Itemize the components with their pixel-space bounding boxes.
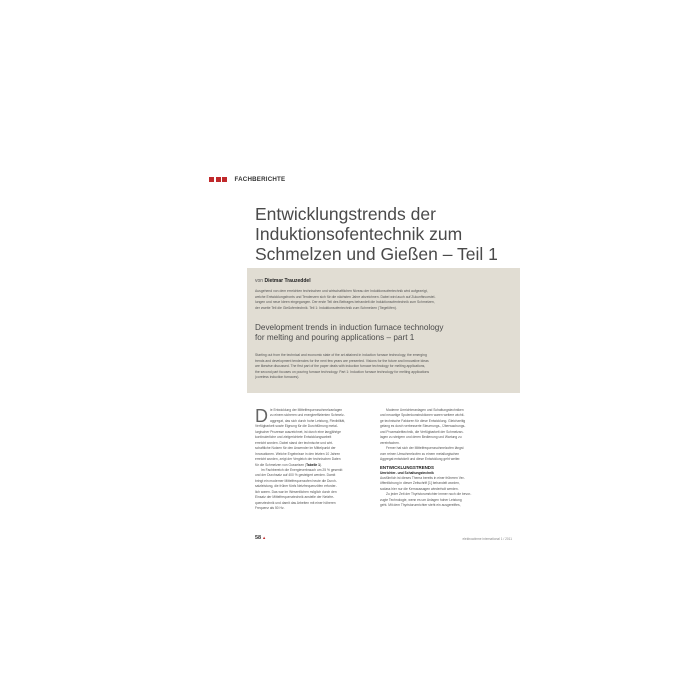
body-line: vom reinen Umschmelzofen zu einem metallurgischen [380,451,460,456]
abstract-english [255,353,513,381]
section-label: FACHBERICHTE [234,175,286,183]
body-line: schaftliche Nutzen für den Anwender im Mittelpunkt der [255,446,336,451]
byline [255,278,311,284]
body-line: zu einem sicheren und energieeffizienten Schmelz- [270,413,345,418]
section-marker-square [216,177,221,182]
body-line: quenztechnik und damit das Arbeiten mit einer höheren [255,500,336,505]
abstract-line: are likewise discussed. The first part of the paper deals with induction furnace technology for melting applications, [255,364,426,369]
abstract-line: Ausgehend von dem erreichten technischen und wirtschaftlichen Niveau der Induktionsofentechnik wird aufgezeigt, [255,289,428,293]
page-number [255,535,266,541]
table-reference-link[interactable]: Tabelle 1 [306,462,321,467]
english-title-line: for melting and pouring applications – part 1 [255,332,415,342]
body-line: lich waren. Das war im Wesentlichen möglich durch den [255,489,337,494]
body-line: Ferner hat sich der Mittelfrequenzschmelzofen längst [386,446,464,451]
journal-footer: elektrowärme international 1 / 2011 [462,537,512,541]
body-line: Ausführlich ist dieses Thema bereits in einer früheren Ver- [380,475,465,480]
drop-cap: D [255,409,268,424]
body-line: und der Durchsatz auf 400 % gesteigert werden. Damit [255,473,336,478]
body-line: zugte Technologie, wenn es um Anlagen hoher Leistung [380,497,462,502]
body-line: Zu jeder Zeit der Thyristorumrichter immer noch die bevor- [386,492,472,497]
body-line: sodass hier nur die Kernaussagen wiederholt werden. [380,486,459,491]
body-line: kontinuierliche und zielgerichtete Entwicklungsarbeit [255,435,332,440]
body-line: Einsatz der Mittelfrequenztechnik anstelle der Netzfre- [255,495,335,500]
body-line: satzleistung, die früher fünfs Netzfrequenzöfen erforder- [255,484,337,489]
body-line: bringt ein moderner Mittelfrequenzofen heute die Durch- [255,478,337,483]
abstract-box [247,268,520,393]
title-line: Entwicklungstrends der [255,204,436,224]
abstract-line: Starting out from the technical and economic state of the art attained in induction furnace technology, the emerging [255,353,427,357]
body-line: Im Fachbereich die Energieverbrauch um 25 % gesenkt [261,467,343,472]
body-line: geht. Mit dem Thyristorumrichter steht ein ausgereiftes, [380,503,461,508]
abstract-line: der zweite Teil die Gießofentechnik. Teil 1: Induktionsofentechnik zum Schmelzen (Tiegelöfen). [255,305,397,310]
body-line: und Prozessleittechnik, die Verfügbarkeit der Schmelzan- [380,429,464,434]
body-column-left [255,408,381,512]
body-line: vereinfachen. [380,440,400,445]
subsection-heading: Umrichter- und Schaltungstechnik [380,470,434,475]
english-title-line: Development trends in induction furnace technology [255,323,444,332]
body-line: Aggregat entwickelt und diese Entwicklung geht weiter. [380,457,461,462]
body-column-right [380,408,506,509]
body-line: ge technische Faktoren für diese Entwicklung. Gleichzeitig [380,418,466,423]
article-title [255,205,505,264]
title-line: Schmelzen und Gießen – Teil 1 [255,243,498,264]
section-heading: ENTWICKLUNGSTRENDS [380,464,434,470]
abstract-line: welche Entwicklungsfronts und Tendenzen sich für die nächsten Jahre abzeichnen. Dabei wird auch auf Zukunftsvorstel- [255,294,436,299]
page-marker-triangle-icon: ▲ [262,535,267,540]
author-name: Dietmar Trauzeddel [264,278,311,284]
body-line: erreicht worden. Dabei stand der technische und wirt- [255,440,334,445]
body-line: erreicht wurden, zeigt der Vergleich der technischen Daten [255,457,341,462]
body-line: Moderne Umrichteranlagen und Schaltungstechniken [386,408,464,412]
title-line: Induktionsofentechnik zum [255,223,463,244]
byline-prefix: von [255,278,264,284]
abstract-line: trends and development tendencies for the next few years are presented. Visions for the future and innovative ideas [255,358,429,363]
abstract-line: (coreless induction furnaces). [255,375,300,380]
abstract-german [255,289,513,311]
body-line: Frequenz als 50 Hz. [255,506,285,511]
body-line: aggregat, das sich durch hohe Leistung, Flexibilität, [270,418,346,423]
body-line: lagen zu steigern und deren Bedienung und Wartung zu [380,435,462,440]
abstract-line: lungen und neue Ideen eingegangen. Der erste Teil des Beitrages behandelt die Induktionsofentechnik zum Schmelzen, [255,300,435,305]
section-header [209,174,285,184]
magazine-page [195,150,520,550]
body-line: Verfügbarkeit sowie Eignung für die Durchführung metal- [255,424,338,429]
body-line: gelang es durch verbesserte Steuerungs-, Überwachungs- [380,424,466,429]
body-text: für die Schmelzen von Gusseisen ( [255,462,307,467]
body-line: Innovationen. Welche Ergebnisse in den letzten 10 Jahren [255,451,341,456]
page-number-text: 58 [255,535,262,541]
abstract-line: the second part focuses on pouring furnace technology. Part 1: Induction furnace technology for melting applications [255,369,430,374]
english-title [255,323,513,343]
body-line: ie Entwicklung der Mittelfrequenzschmelzanlagen [270,408,343,412]
body-line: lurgischer Prozesse auszeichnet, ist durch eine langjährige [255,429,341,434]
body-line: und neuartige Spulenkonstruktionen waren weitere wichti- [380,413,465,418]
section-marker-square [209,177,214,182]
body-text: ). [320,462,323,467]
body-line: öffentlichung in dieser Zeitschrift [1] behandelt worden, [380,481,460,486]
section-marker-square [222,177,227,182]
